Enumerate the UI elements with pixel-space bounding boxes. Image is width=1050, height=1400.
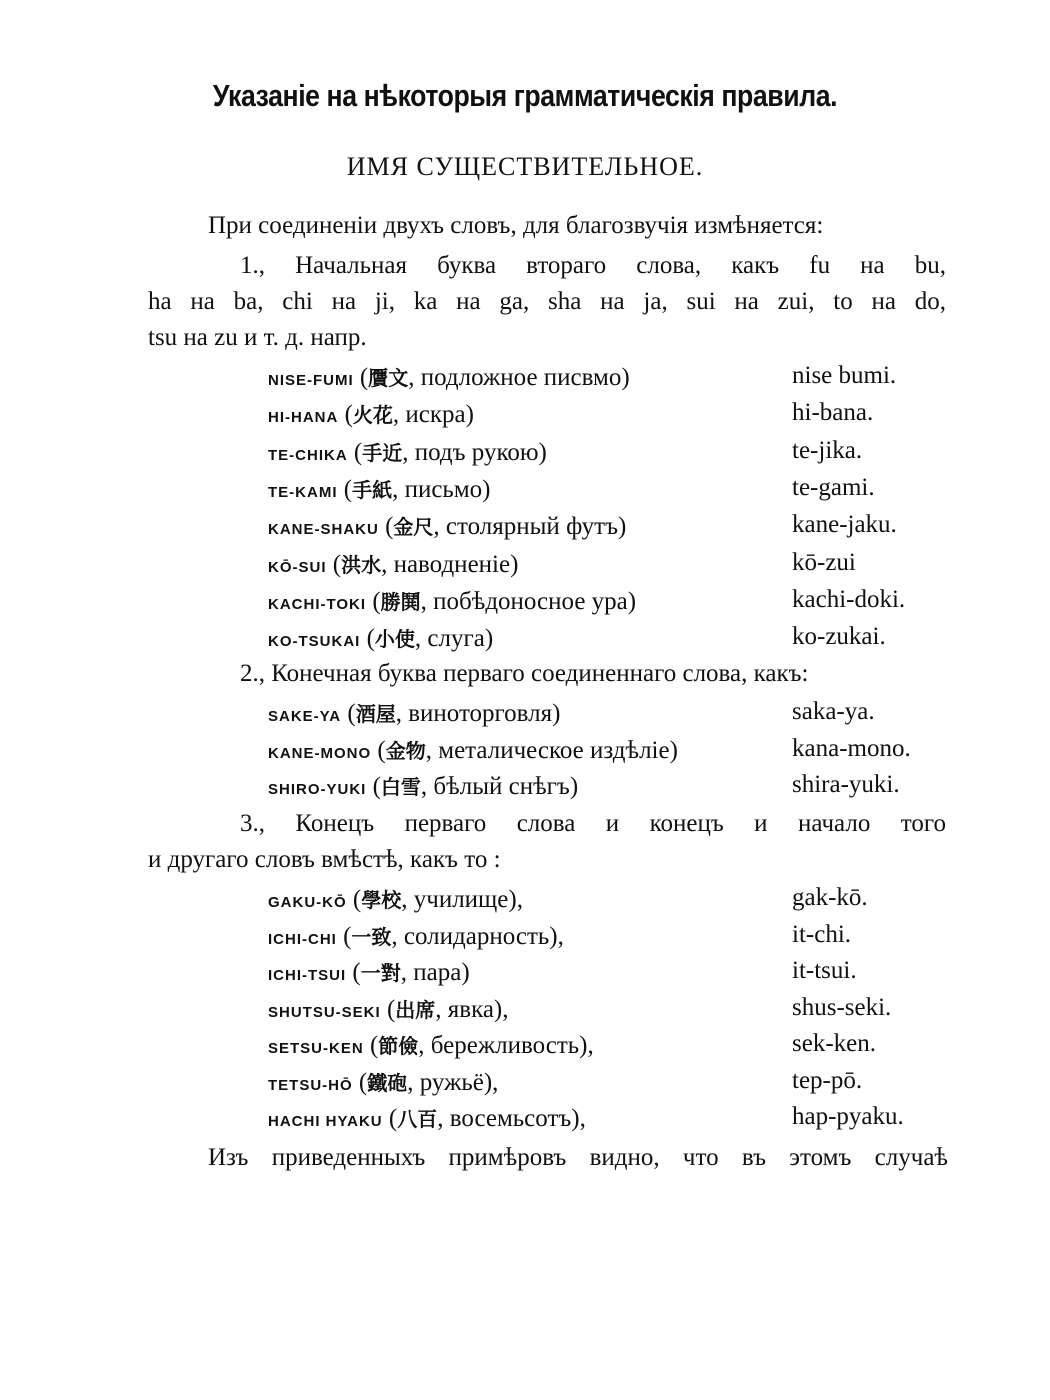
example-gloss: металическое издѣліе) [438, 736, 678, 764]
example-gloss: училище), [413, 886, 523, 913]
comma: , [395, 700, 409, 727]
example-result: shus-seki. [792, 993, 892, 1021]
example-romaji: ICHI-CHI [268, 930, 337, 948]
comma: , [402, 438, 415, 466]
example-gloss: солидарность), [403, 922, 564, 950]
example-romaji: SHIRO-YUKI [268, 781, 367, 798]
rule-3-line-1: 3., Конецъ перваго слова и конецъ и начало того [240, 810, 946, 837]
example-romaji: SETSU-KEN [268, 1040, 364, 1057]
example-result: hap-pyaku. [792, 1103, 904, 1130]
example-romaji: NISE-FUMI [268, 372, 354, 389]
example-kanji: 洪水 [341, 552, 382, 577]
open-paren: ( [347, 438, 363, 466]
rule-1-line-2: ha на ba, chi на ji, ka на ga, sha на ja, sui на zui, to на do, [148, 288, 946, 315]
comma: , [437, 1105, 450, 1132]
example-row [268, 511, 626, 547]
comma: , [418, 1032, 431, 1059]
example-gloss: побѣдоносное ура) [433, 587, 637, 615]
example-result: gak-kō. [792, 884, 868, 911]
open-paren: ( [371, 736, 386, 764]
example-kanji: 金物 [385, 738, 426, 763]
example-gloss: бережливость), [430, 1032, 594, 1059]
example-gloss: наводненіе) [393, 550, 519, 578]
example-result: saka-ya. [792, 698, 875, 725]
open-paren: ( [352, 1068, 368, 1096]
intro-paragraph: При соединеніи двухъ словъ, для благозвучія измѣняется: [208, 212, 824, 239]
example-romaji: KO-TSUKAI [268, 633, 361, 651]
example-kanji: 金尺 [393, 515, 434, 540]
open-paren: ( [341, 700, 356, 727]
example-kanji: 出席 [395, 997, 436, 1022]
example-result: tep-pō. [792, 1066, 863, 1094]
example-kanji: 一致 [351, 924, 392, 949]
open-paren: ( [346, 886, 362, 913]
example-row [268, 957, 470, 993]
example-result: kō-zui [792, 548, 856, 576]
example-result: ko-zukai. [792, 623, 886, 651]
open-paren: ( [366, 773, 381, 800]
example-gloss: столярный футъ) [445, 513, 627, 541]
example-row [268, 1067, 498, 1103]
example-row [268, 623, 493, 659]
example-gloss: ружьё), [419, 1068, 499, 1096]
open-paren: ( [363, 1032, 379, 1059]
example-result: kana-mono. [792, 734, 911, 762]
example-result: hi-bana. [792, 399, 874, 427]
example-row [268, 549, 518, 585]
example-kanji: 小使 [374, 627, 415, 652]
example-row [268, 399, 474, 435]
comma: , [408, 364, 421, 391]
open-paren: ( [336, 922, 352, 950]
page-title: Указаніе на нѣкоторыя грамматическія правила. [212, 78, 838, 113]
open-paren: ( [326, 550, 342, 578]
comma: , [420, 773, 434, 800]
open-paren: ( [382, 1105, 398, 1132]
example-row [268, 884, 523, 920]
example-row [268, 735, 678, 771]
example-kanji: 鐵砲 [367, 1070, 408, 1095]
example-row [268, 771, 578, 807]
open-paren: ( [353, 364, 369, 391]
example-gloss: подложное писвмо) [420, 364, 630, 391]
example-kanji: 學校 [361, 888, 402, 912]
example-gloss: искра) [405, 401, 474, 429]
example-result: it-tsui. [792, 957, 857, 984]
comma: , [414, 625, 428, 653]
example-row [268, 586, 636, 622]
example-romaji: TE-CHIKA [268, 446, 348, 464]
example-kanji: 火花 [352, 403, 393, 428]
example-result: kane-jaku. [792, 511, 897, 539]
example-gloss: виноторговля) [408, 700, 561, 727]
comma: , [391, 922, 404, 950]
example-result: sek-ken. [792, 1030, 876, 1057]
example-romaji: SAKE-YA [268, 708, 342, 725]
example-row [268, 474, 490, 510]
example-gloss: подъ рукою) [414, 438, 547, 466]
open-paren: ( [378, 513, 394, 541]
comma: , [401, 886, 414, 913]
open-paren: ( [360, 625, 375, 653]
example-row [268, 698, 560, 734]
example-result: nise bumi. [792, 362, 897, 389]
comma: , [381, 550, 394, 578]
example-kanji: 手近 [362, 440, 403, 465]
example-gloss: письмо) [404, 475, 491, 503]
open-paren: ( [337, 475, 353, 503]
open-paren: ( [346, 959, 361, 986]
example-gloss: явка), [447, 995, 509, 1023]
example-kanji: 手紙 [352, 477, 393, 502]
example-kanji: 白雪 [380, 775, 421, 799]
comma: , [392, 401, 406, 429]
example-kanji: 八百 [397, 1107, 438, 1131]
example-kanji: 贋文 [368, 366, 409, 390]
rule-3-line-2: и другаго словъ вмѣстѣ, какъ то : [148, 846, 501, 873]
open-paren: ( [366, 587, 381, 615]
example-gloss: восемьсотъ), [449, 1105, 586, 1132]
example-romaji: SHUTSU-SEKI [268, 1003, 381, 1021]
example-result: te-gami. [792, 473, 875, 501]
section-heading: ИМЯ СУЩЕСТВИТЕЛЬНОЕ. [346, 152, 704, 181]
example-romaji: KANE-MONO [268, 744, 372, 762]
comma: , [435, 995, 448, 1023]
example-kanji: 一對 [360, 961, 401, 985]
comma: , [433, 513, 446, 541]
example-kanji: 節儉 [378, 1034, 419, 1058]
open-paren: ( [380, 995, 396, 1023]
comma: , [400, 959, 414, 986]
example-result: shira-yuki. [792, 771, 900, 798]
example-row [268, 921, 564, 957]
example-romaji: HACHI HYAKU [268, 1113, 383, 1130]
example-romaji: TE-KAMI [268, 483, 338, 501]
example-gloss: бѣлый снѣгъ) [433, 773, 579, 800]
example-romaji: KANE-SHAKU [268, 521, 379, 539]
example-romaji: TETSU-HŌ [268, 1076, 353, 1094]
comma: , [392, 475, 405, 503]
rule-2-line: 2., Конечная буква перваго соединеннаго слова, какъ: [240, 660, 809, 687]
example-row [268, 437, 547, 473]
example-gloss: слуга) [427, 625, 494, 653]
example-romaji: KACHI-TOKI [268, 595, 367, 613]
rule-1-line-3: tsu на zu и т. д. напр. [148, 324, 367, 351]
comma: , [420, 587, 434, 615]
example-kanji: 勝鬨 [380, 589, 421, 614]
example-row [268, 994, 509, 1030]
example-romaji: ICHI-TSUI [268, 967, 347, 984]
example-row [268, 1103, 586, 1139]
example-romaji: KŌ-SUI [268, 558, 327, 576]
open-paren: ( [338, 401, 353, 429]
example-romaji: HI-HANA [268, 409, 339, 427]
example-result: kachi-doki. [792, 585, 906, 613]
example-row [268, 1030, 594, 1066]
rule-1-line-1: 1., Начальная буква втораго слова, какъ fu на bu, [240, 252, 946, 279]
example-result: te-jika. [792, 436, 863, 464]
example-result: it-chi. [792, 920, 852, 948]
closing-line: Изъ приведенныхъ примѣровъ видно, что въ этомъ случаѣ [208, 1144, 948, 1171]
comma: , [425, 736, 439, 764]
comma: , [407, 1068, 420, 1096]
example-kanji: 酒屋 [355, 702, 396, 726]
example-row [268, 362, 630, 398]
example-gloss: пара) [413, 959, 470, 986]
example-romaji: GAKU-KŌ [268, 894, 347, 911]
